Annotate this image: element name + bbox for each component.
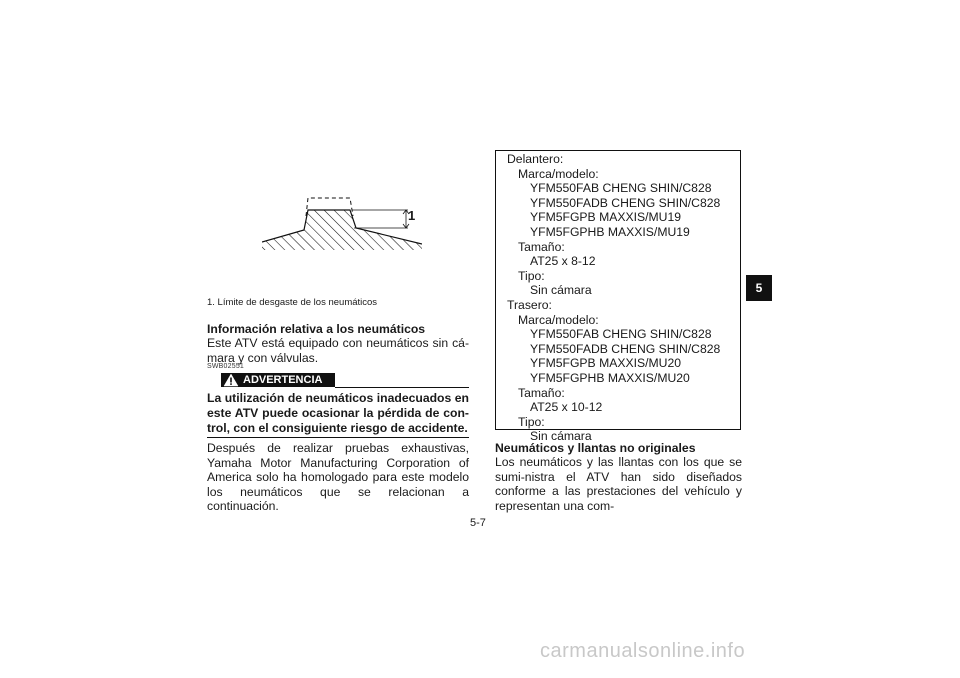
section-heading-tire-info: Información relativa a los neumáticos <box>207 322 426 336</box>
intro-paragraph: Este ATV está equipado con neumáticos sin cá-mara y con válvulas. <box>207 336 469 365</box>
body-paragraph: Después de realizar pruebas exhaustivas, Yamaha Motor Manufacturing Corporation of America solo ha homologado para este modelo los neumáticos que se relacionan a continuación. <box>207 441 469 514</box>
warning-triangle-icon <box>223 373 239 387</box>
spec-line: YFM550FAB CHENG SHIN/C828 <box>530 181 712 196</box>
spec-line: Marca/modelo: <box>518 166 599 181</box>
tire-wear-diagram <box>262 188 422 250</box>
warning-label: ADVERTENCIA <box>243 374 323 386</box>
warning-header <box>207 372 469 388</box>
spec-line: Tamaño: <box>518 385 565 400</box>
spec-line: AT25 x 8-12 <box>530 254 596 269</box>
non-original-paragraph: Los neumáticos y las llantas con los que se sumi-nistra el ATV han sido diseñados conforme a las prestaciones del vehículo y representan una com- <box>495 455 742 513</box>
page-number: 5-7 <box>470 517 486 529</box>
spec-line: Tamaño: <box>518 239 565 254</box>
tire-spec-box <box>495 150 741 444</box>
spec-line: Marca/modelo: <box>518 312 599 327</box>
spec-line: Sin cámara <box>530 283 592 298</box>
spec-line: YFM550FADB CHENG SHIN/C828 <box>530 341 721 356</box>
spec-line: YFM550FADB CHENG SHIN/C828 <box>530 195 721 210</box>
warning-text: La utilización de neumáticos inadecuados en este ATV puede ocasionar la pérdida de con-trol, con el consiguiente riesgo de accidente. <box>207 391 469 435</box>
warning-rule <box>335 387 469 388</box>
chapter-tab: 5 <box>746 275 772 301</box>
warning-end-rule <box>207 437 469 438</box>
section-heading-non-original: Neumáticos y llantas no originales <box>495 441 696 455</box>
spec-line: Trasero: <box>507 297 552 312</box>
spec-line: YFM5FGPB MAXXIS/MU19 <box>530 210 682 225</box>
spec-line: Tipo: <box>518 268 545 283</box>
spec-line: YFM5FGPB MAXXIS/MU20 <box>530 356 682 371</box>
spec-line: YFM5FGPHB MAXXIS/MU19 <box>530 224 690 239</box>
warning-code: SWB02551 <box>207 363 245 370</box>
spec-line: Sin cámara <box>530 429 592 444</box>
spec-line: YFM550FAB CHENG SHIN/C828 <box>530 327 712 342</box>
figure-callout-number: 1 <box>408 208 416 223</box>
figure-caption: 1. Límite de desgaste de los neumáticos <box>207 297 378 308</box>
spec-line: YFM5FGPHB MAXXIS/MU20 <box>530 370 690 385</box>
spec-line: Tipo: <box>518 414 545 429</box>
warning-badge <box>221 373 335 387</box>
spec-line: AT25 x 10-12 <box>530 400 603 415</box>
watermark: carmanualsonline.info <box>540 640 746 662</box>
spec-line: Delantero: <box>507 152 564 166</box>
